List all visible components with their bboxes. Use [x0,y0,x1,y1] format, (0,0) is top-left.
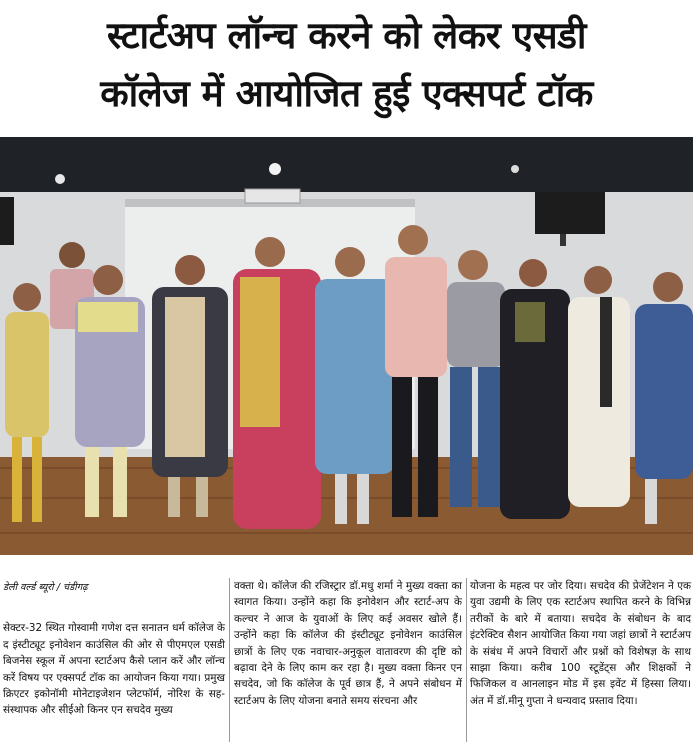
byline: डेली वर्ल्ड ब्यूरो / चंडीगढ़ [3,582,88,593]
article-paragraph-1: सेक्टर-32 स्थित गोस्वामी गणेश दत्त सनातन धर्म कॉलेज के द इंस्टीट्यूट इनोवेशन काउंसिल की ओर से पीएमएल एसडी बिजनेस स्कूल में अपना स्टार्टअप कैसे प्लान करें और लॉन्च करें विषय पर एक्सपर्ट टॉक का आयोजन किया गया। प्रमुख क्रिएटर इकोनॉमी मोनेटाइजेशन प्लेटफॉर्म, नोरिश के सह-संस्थापक और सीईओ किनर एन सचदेव मुख्य [3,622,225,717]
group-photo-illustration [0,137,693,555]
article [0,560,693,742]
article-paragraph-2: वक्ता थे। कॉलेज की रजिस्ट्रार डॉ.मधु शर्मा ने मुख्य वक्ता का स्वागत किया। उन्होंने कहा कि इनोवेशन और स्टार्ट-अप के कल्चर ने आज के युवाओं के लिए कई अवसर खोले हैं। उन्होंने कहा कि कॉलेज की इंस्टीट्यूट इनोवेशन काउंसिल छात्रों के लिए एक नवाचार-अनुकूल वातावरण की दृष्टि को बढ़ावा देने के लिए काम कर रहा है। मुख्य वक्ता किनर एन सचदेव, जो कि कॉलेज के पूर्व छात्र हैं, ने अपने संबोधन में स्टार्टअप के लिए योजना बनाते समय संरचना और [234,580,462,707]
group-photo [0,137,693,555]
column-divider [466,578,467,742]
column-divider [229,578,230,742]
article-column-2 [234,578,462,709]
article-column-3 [470,578,691,709]
headline-line-2: कॉलेज में आयोजित हुई एक्सपर्ट टॉक [100,72,593,115]
headline-line-1: स्टार्टअप लॉन्च करने को लेकर एसडी [107,14,586,57]
headline [0,0,693,130]
article-column-1 [3,560,225,719]
article-paragraph-3: योजना के महत्व पर जोर दिया। सचदेव की प्रेजेंटेशन ने एक युवा उद्यमी के लिए एक स्टार्टअप स्थापित करने के विभिन्न तरीकों के बारे में बताया। सचदेव के संबोधन के बाद इंटरेक्टिव सैशन आयोजित किया गया जहां छात्रों ने स्टार्टअप के संबंध में अपने विचारों और प्रश्नों को विशेषज्ञ के साथ साझा किया। करीब 100 स्टूडेंट्स और शिक्षकों ने फिजिकल व आनलाइन मोड में इस इवेंट में हिस्सा लिया। अंत में डॉ.मीनू गुप्ता ने धन्यवाद प्रस्ताव दिया। [470,580,691,707]
